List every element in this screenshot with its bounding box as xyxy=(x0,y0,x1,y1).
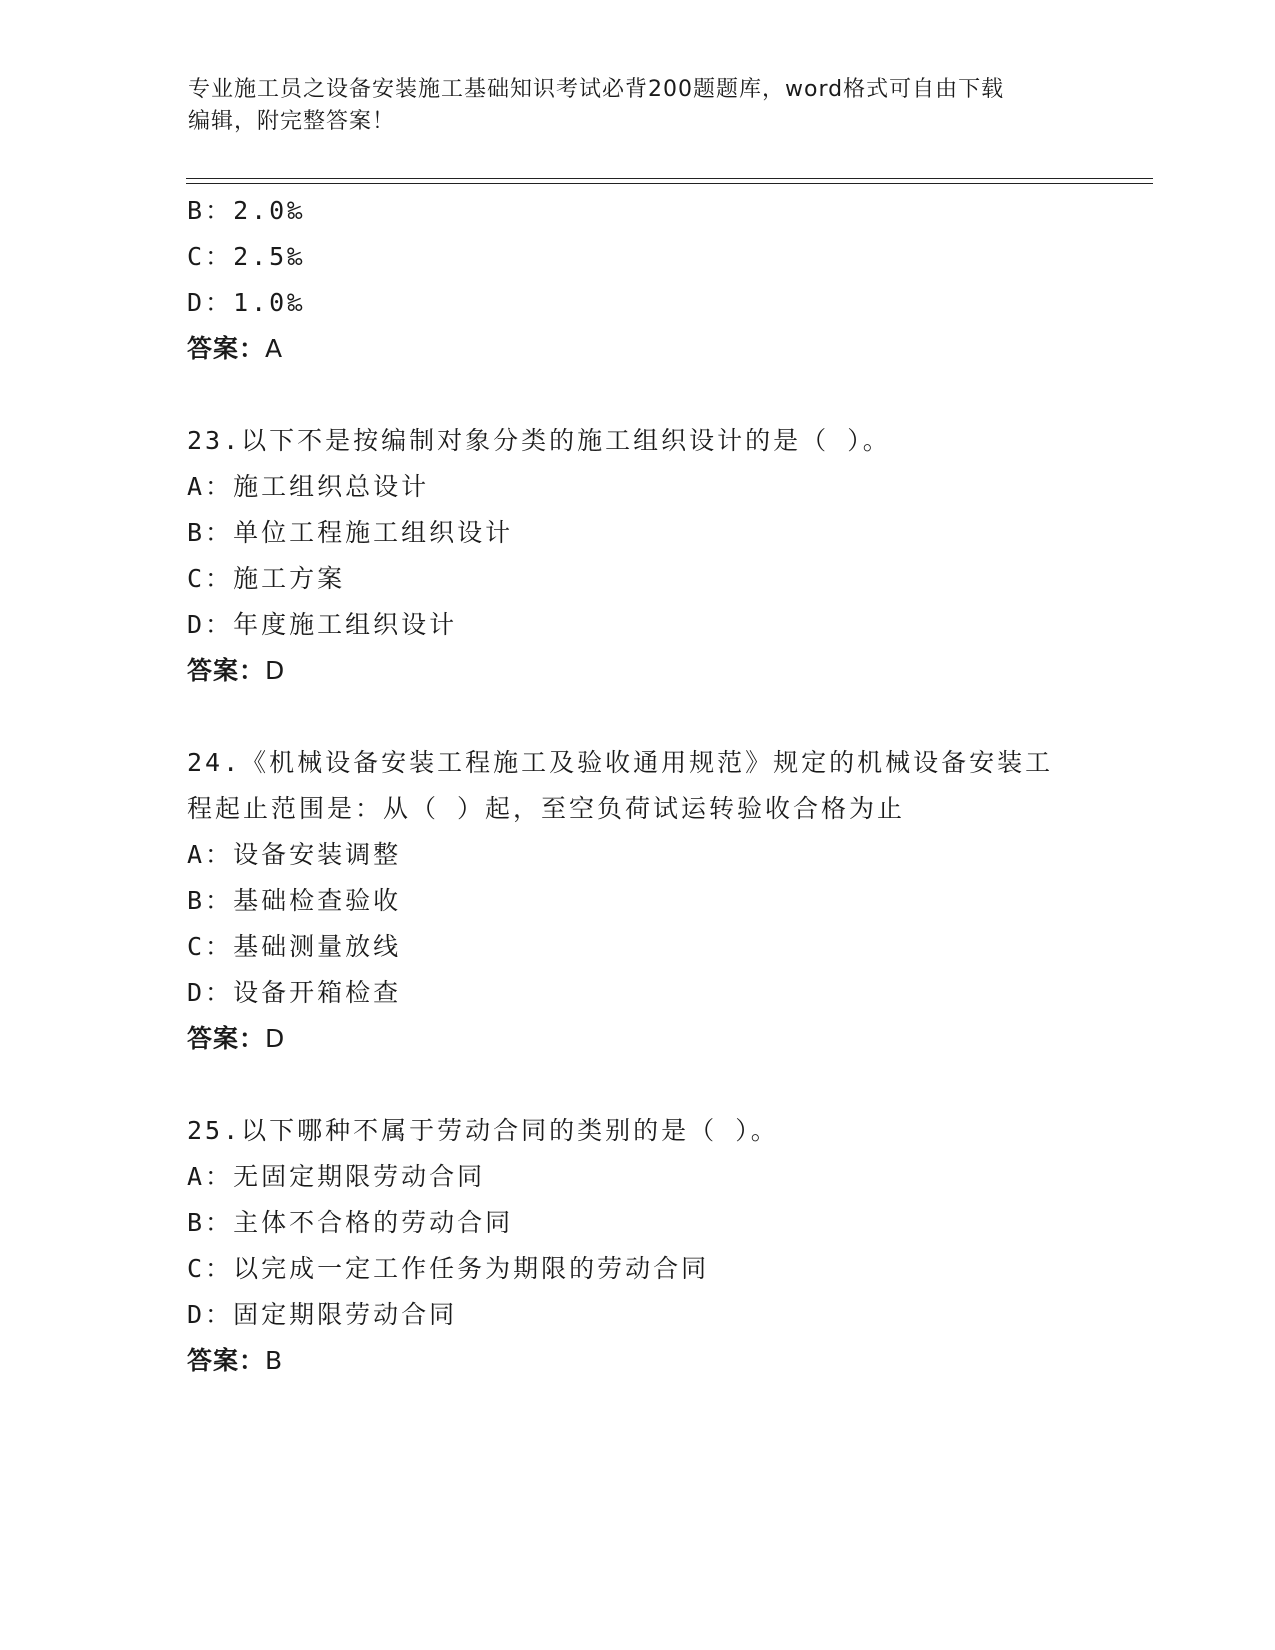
question-stem: 24.《机械设备安装工程施工及验收通用规范》规定的机械设备安装工 xyxy=(187,748,1054,777)
question-23 xyxy=(187,418,1147,694)
question-25 xyxy=(187,1108,1147,1384)
option-d: D：固定期限劳动合同 xyxy=(187,1300,458,1329)
answer-line: 答案：A xyxy=(187,334,283,363)
option-b: B：主体不合格的劳动合同 xyxy=(187,1208,514,1237)
document-header xyxy=(188,74,1068,138)
option-b: B：单位工程施工组织设计 xyxy=(187,518,514,547)
option-a: A：无固定期限劳动合同 xyxy=(187,1162,486,1191)
option-c: C：以完成一定工作任务为期限的劳动合同 xyxy=(187,1254,710,1283)
header-double-rule xyxy=(186,178,1153,184)
header-title-line2: 编辑，附完整答案！ xyxy=(188,109,396,134)
option-a: A：设备安装调整 xyxy=(187,840,402,869)
answer-line: 答案：D xyxy=(187,1024,285,1053)
question-stem: 25.以下哪种不属于劳动合同的类别的是（ ）。 xyxy=(187,1116,779,1145)
option-d: D：年度施工组织设计 xyxy=(187,610,458,639)
option-c: C：施工方案 xyxy=(187,564,346,593)
option-d: D：设备开箱检查 xyxy=(187,978,402,1007)
option-a: A：施工组织总设计 xyxy=(187,472,430,501)
option-b: B：2.0‰ xyxy=(187,196,306,225)
header-title-line1: 专业施工员之设备安装施工基础知识考试必背200题题库，word格式可自由下载 xyxy=(188,77,1005,102)
question-stem: 23.以下不是按编制对象分类的施工组织设计的是（ ）。 xyxy=(187,426,891,455)
option-c: C：基础测量放线 xyxy=(187,932,402,961)
option-d: D：1.0‰ xyxy=(187,288,306,317)
option-c: C：2.5‰ xyxy=(187,242,306,271)
question-stem-continuation: 程起止范围是：从（ ）起，至空负荷试运转验收合格为止 xyxy=(187,794,906,823)
previous-question-tail xyxy=(187,188,1147,372)
answer-line: 答案：D xyxy=(187,656,285,685)
document-body xyxy=(187,188,1147,1384)
question-24 xyxy=(187,740,1147,1062)
answer-line: 答案：B xyxy=(187,1346,283,1375)
option-b: B：基础检查验收 xyxy=(187,886,402,915)
